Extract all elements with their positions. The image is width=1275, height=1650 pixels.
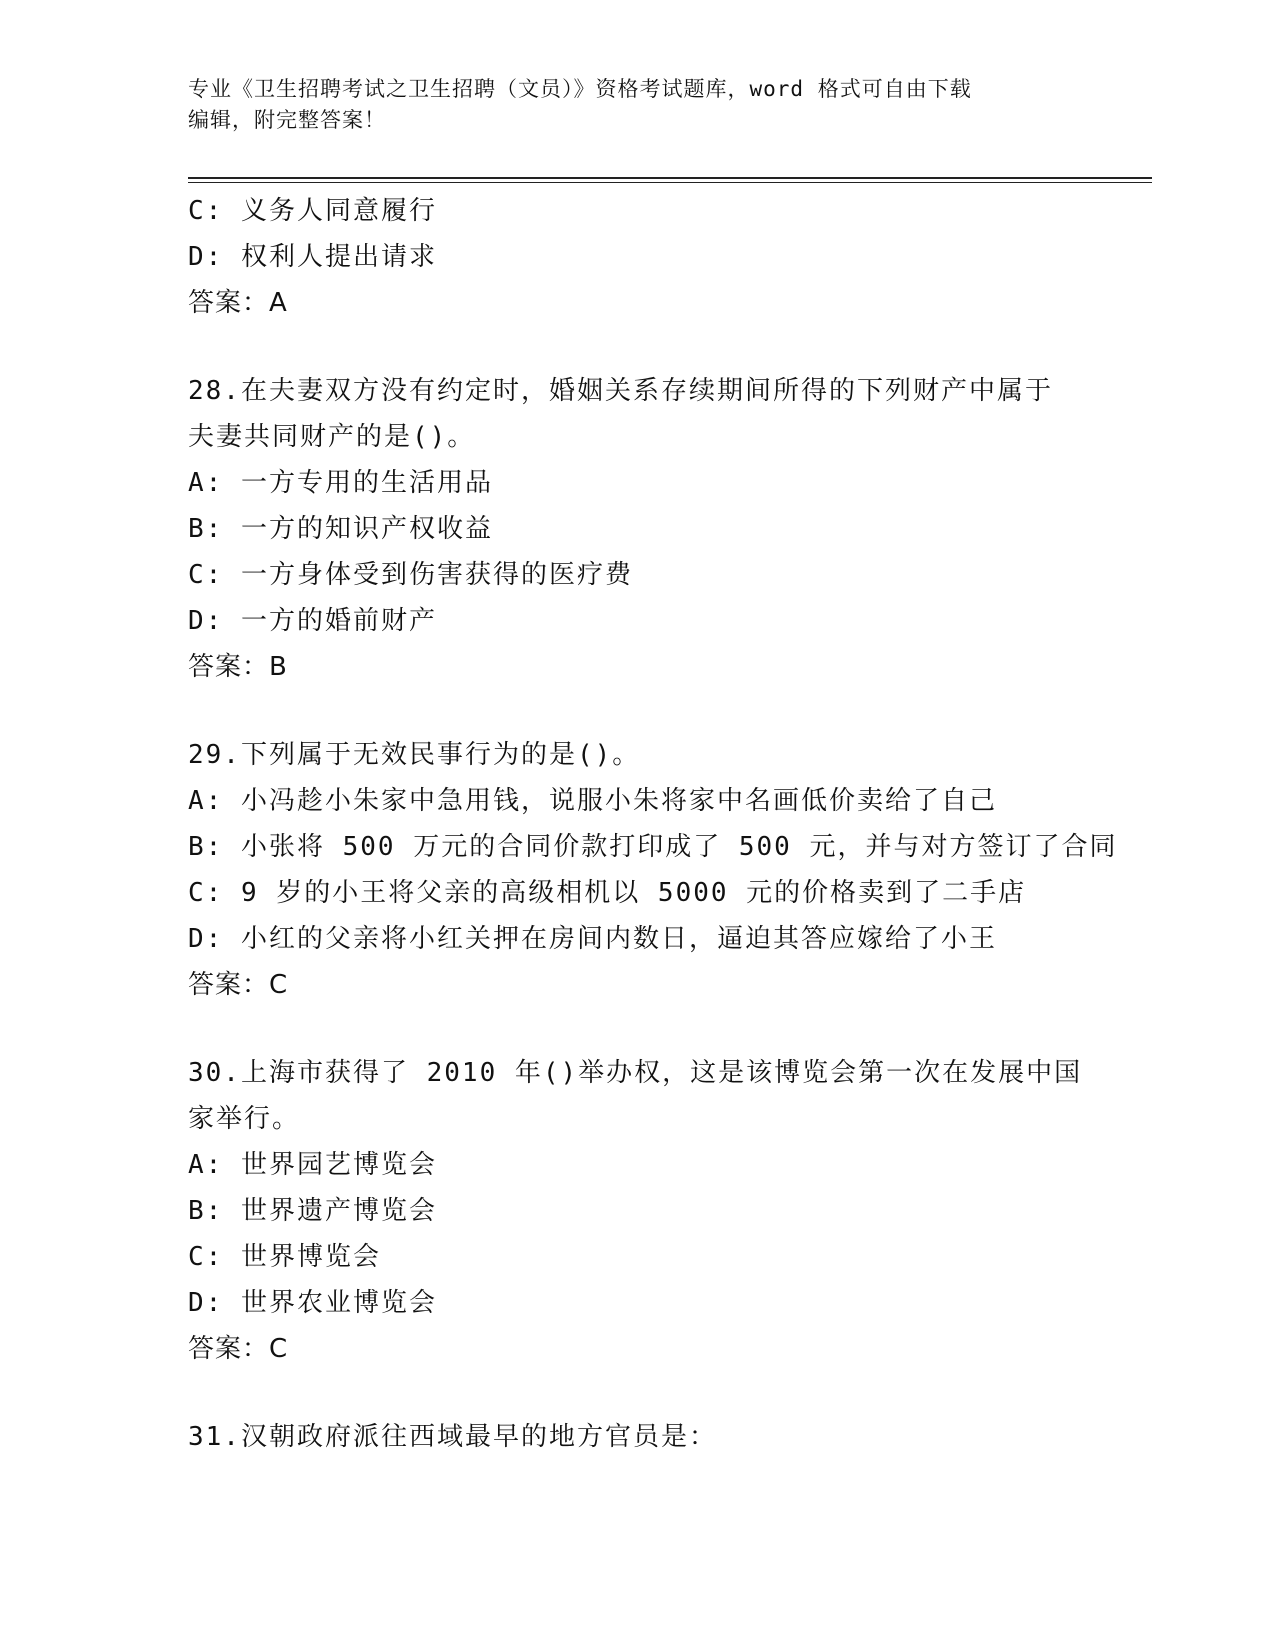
question-29: [188, 732, 1118, 1008]
header-divider-thick: [188, 177, 1152, 179]
answer-line: 答案：C: [188, 970, 289, 1000]
question-stem-line: 30.上海市获得了 2010 年()举办权，这是该博览会第一次在发展中国: [188, 1058, 1083, 1088]
prev-question-block: [188, 188, 1088, 326]
question-30: [188, 1050, 1088, 1372]
question-stem-line: 28.在夫妻双方没有约定时，婚姻关系存续期间所得的下列财产中属于: [188, 376, 1053, 406]
option-d: D: 一方的婚前财产: [188, 606, 437, 636]
spacer: [188, 326, 1088, 368]
answer-line: 答案：B: [188, 652, 288, 682]
option-a: A: 小冯趁小朱家中急用钱，说服小朱将家中名画低价卖给了自己: [188, 786, 997, 816]
option-c: C: 9 岁的小王将父亲的高级相机以 5000 元的价格卖到了二手店: [188, 878, 1027, 908]
answer-line: 答案：C: [188, 1334, 289, 1364]
header-line-1: 专业《卫生招聘考试之卫生招聘（文员）》资格考试题库，word 格式可自由下载: [188, 77, 972, 101]
option-b: B: 小张将 500 万元的合同价款打印成了 500 元，并与对方签订了合同: [188, 832, 1118, 862]
option-a: A: 世界园艺博览会: [188, 1150, 437, 1180]
option-c: C: 世界博览会: [188, 1242, 381, 1272]
document-header: [188, 74, 1088, 136]
option-b: B: 一方的知识产权收益: [188, 514, 493, 544]
answer-line: 答案：A: [188, 288, 288, 318]
spacer: [188, 1008, 1088, 1050]
spacer: [188, 690, 1088, 732]
question-stem-line: 夫妻共同财产的是()。: [188, 422, 476, 452]
header-divider-thin: [188, 182, 1152, 183]
option-c: C: 一方身体受到伤害获得的医疗费: [188, 560, 633, 590]
question-stem-line: 31.汉朝政府派往西域最早的地方官员是：: [188, 1422, 717, 1452]
question-31: [188, 1414, 1088, 1460]
header-line-2: 编辑，附完整答案！: [188, 108, 386, 132]
question-stem-line: 29.下列属于无效民事行为的是()。: [188, 740, 641, 770]
option-c: C: 义务人同意履行: [188, 196, 437, 226]
question-28: [188, 368, 1088, 690]
option-d: D: 世界农业博览会: [188, 1288, 437, 1318]
question-content: [188, 188, 1118, 1460]
option-a: A: 一方专用的生活用品: [188, 468, 493, 498]
question-stem-line: 家举行。: [188, 1104, 301, 1134]
option-b: B: 世界遗产博览会: [188, 1196, 437, 1226]
spacer: [188, 1372, 1088, 1414]
option-d: D: 小红的父亲将小红关押在房间内数日，逼迫其答应嫁给了小王: [188, 924, 997, 954]
option-d: D: 权利人提出请求: [188, 242, 437, 272]
